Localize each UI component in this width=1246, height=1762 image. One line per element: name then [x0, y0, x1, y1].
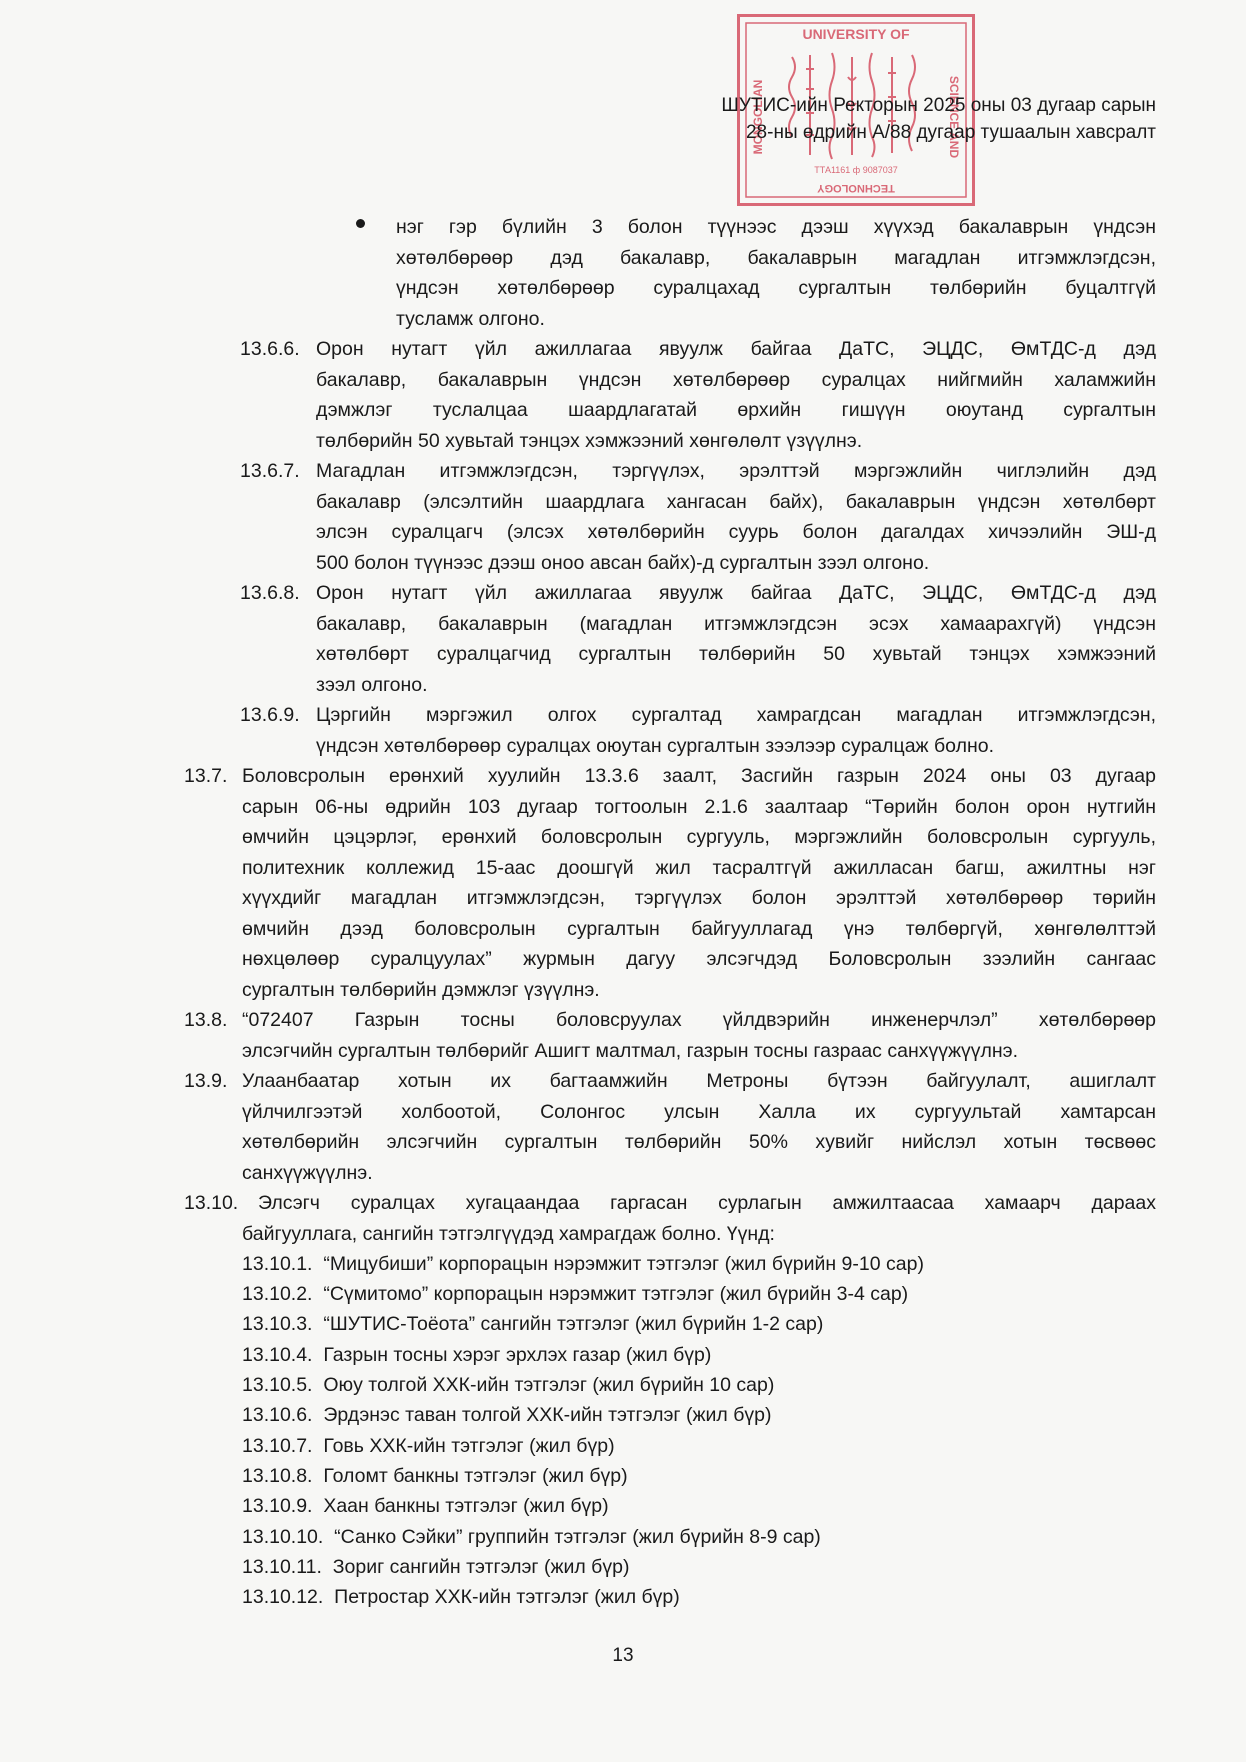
item-13-10: [184, 1188, 1156, 1249]
scholarship-number: 13.10.12.: [242, 1586, 324, 1608]
item-line: элсэгчийн сургалтын төлбөрийг Ашигт малтмал, газрын тосны газраас санхүүжүүлнэ.: [242, 1039, 1019, 1062]
scholarship-number: 13.10.7.: [242, 1435, 313, 1457]
scholarship-text: Зориг сангийн тэтгэлэг (жил бүр): [332, 1556, 630, 1578]
scholarship-text: “Мицубиши” корпорацын нэрэмжит тэтгэлэг (жил бүрийн 9-10 сар): [323, 1253, 924, 1275]
scholarship-item: [242, 1400, 771, 1431]
scholarship-text: Оюу толгой ХХК-ийн тэтгэлэг (жил бүрийн 10 сар): [323, 1374, 775, 1396]
item-line: бакалавр, бакалаврын үндсэн хөтөлбөрөөр суралцах нийгмийн халамжийн: [316, 368, 1156, 391]
item-line: Улаанбаатар хотын их багтаамжийн Метроны бүтээн байгуулалт, ашиглалт: [242, 1070, 1156, 1092]
scholarship-item: [242, 1309, 823, 1340]
header-line-1: ШУТИС-ийн Ректорын 2025 оны 03 дугаар сарын: [721, 95, 1156, 116]
item-number: 13.7.: [184, 765, 228, 787]
scholarship-text: Голомт банкны тэтгэлэг (жил бүр): [323, 1465, 628, 1487]
stamp-code: ТТА1161 ф 9087037: [814, 165, 898, 175]
item-line: бакалавр (элсэлтийн шаардлага хангасан байх), бакалаврын үндсэн хөтөлбөрт: [316, 490, 1156, 513]
item-line: дэмжлэг туслалцаа шаардлагатай өрхийн гишүүн оюутанд сургалтын: [316, 399, 1156, 421]
item-number: 13.6.7.: [240, 460, 300, 482]
item-line: Цэргийн мэргэжил олгох сургалтад хамрагдсан магадлан итгэмжлэгдсэн,: [316, 704, 1156, 726]
stamp-right-text: SCIENCE AND: [947, 75, 961, 159]
item-number: 13.6.6.: [240, 338, 300, 360]
scholarship-item: [242, 1431, 615, 1462]
item-line: өмчийн дээд боловсролын сургалтын байгууллагад үнэ төлбөргүй, хөнгөлөлттэй: [242, 917, 1156, 940]
item-number: 13.6.8.: [240, 582, 300, 604]
item-13-9: [184, 1066, 1156, 1188]
scholarship-text: Говь ХХК-ийн тэтгэлэг (жил бүр): [323, 1435, 615, 1457]
item-line: Орон нутагт үйл ажиллагаа явуулж байгаа ДаТС, ЭЦДС, ӨмТДС-д дэд: [316, 338, 1156, 360]
sub-item-13-6-6: [240, 334, 1156, 456]
item-line: хүүхдийг магадлан итгэмжлэгдсэн, тэргүүлэх болон эрэлттэй хөтөлбөрөөр төрийн: [242, 887, 1156, 909]
scholarship-number: 13.10.3.: [242, 1313, 313, 1335]
item-line: элсэн суралцагч (элсэх хөтөлбөрийн суурь болон дагалдах хичээлийн ЭШ-д: [316, 521, 1156, 543]
bullet-line: хөтөлбөрөөр дэд бакалавр, бакалаврын магадлан итгэмжлэгдсэн,: [396, 246, 1156, 269]
scholarship-number: 13.10.8.: [242, 1465, 313, 1487]
item-number: 13.9.: [184, 1070, 228, 1092]
item-line: төлбөрийн 50 хувьтай тэнцэх хэмжээний хөнгөлөлт үзүүлнэ.: [316, 429, 863, 452]
item-number: 13.8.: [184, 1009, 228, 1031]
scholarship-text: “Сүмитомо” корпорацын нэрэмжит тэтгэлэг (жил бүрийн 3-4 сар): [323, 1283, 909, 1305]
scholarship-item: [242, 1552, 629, 1583]
page-number: 13: [612, 1645, 634, 1666]
sub-item-13-6-9: [240, 700, 1156, 761]
item-line: өмчийн цэцэрлэг, ерөнхий боловсролын сургууль, мэргэжлийн боловсролын сургууль,: [242, 826, 1156, 848]
item-line: политехник коллежид 15-аас доошгүй жил тасралтгүй ажилласан багш, ажилтны нэг: [242, 856, 1156, 879]
item-13-8: [184, 1005, 1156, 1066]
scholarship-item: [242, 1461, 628, 1492]
item-number: 13.10.: [184, 1192, 239, 1214]
item-line: үндсэн хөтөлбөрөөр суралцах оюутан сургалтын зээлээр суралцаж болно.: [316, 734, 994, 757]
bullet-line: нэг гэр бүлийн 3 болон түүнээс дээш хүүхэд бакалаврын үндсэн: [396, 216, 1156, 238]
item-line: нөхцөлөөр суралцуулах” журмын дагуу элсэгчдэд Боловсролын зээлийн сангаас: [242, 948, 1156, 970]
item-line: Магадлан итгэмжлэгдсэн, тэргүүлэх, эрэлттэй мэргэжлийн чиглэлийн дэд: [316, 460, 1156, 482]
item-line: хөтөлбөрийн элсэгчийн сургалтын төлбөрийн 50% хувийг нийслэл хотын төсвөөс: [242, 1131, 1156, 1153]
item-line: Орон нутагт үйл ажиллагаа явуулж байгаа ДаТС, ЭЦДС, ӨмТДС-д дэд: [316, 582, 1156, 604]
stamp-top-text: UNIVERSITY OF: [802, 26, 910, 42]
header-line-2: 28-ны өдрийн А/88 дугаар тушаалын хавсралт: [745, 122, 1156, 143]
scholarship-number: 13.10.4.: [242, 1344, 313, 1366]
scholarship-number: 13.10.10.: [242, 1526, 324, 1548]
item-number: 13.6.9.: [240, 704, 300, 726]
stamp-bottom-text: TECHNOLOGY: [817, 182, 895, 194]
item-line: зээл олгоно.: [316, 673, 428, 696]
item-line: 500 болон түүнээс дээш оноо авсан байх)-д сургалтын зээл олгоно.: [316, 551, 930, 574]
scholarship-number: 13.10.2.: [242, 1283, 313, 1305]
scholarship-text: “Санко Сэйки” группийн тэтгэлэг (жил бүрийн 8-9 сар): [334, 1526, 821, 1548]
bullet-paragraph: [396, 212, 1156, 334]
item-line: Боловсролын ерөнхий хуулийн 13.3.6 заалт, Засгийн газрын 2024 оны 03 дугаар: [242, 765, 1156, 787]
sub-item-13-6-8: [240, 578, 1156, 700]
scholarship-item: [242, 1249, 924, 1280]
document-header: [556, 92, 1156, 146]
item-line: бакалавр, бакалаврын (магадлан итгэмжлэгдсэн эсэх хамаарахгүй) үндсэн: [316, 612, 1156, 635]
sub-item-13-6-7: [240, 456, 1156, 578]
scholarship-number: 13.10.11.: [242, 1556, 322, 1578]
scholarship-item: [242, 1491, 609, 1522]
item-line: сарын 06-ны өдрийн 103 дугаар тогтоолын 2.1.6 заалтаар “Төрийн болон орон нутгийн: [242, 795, 1156, 818]
scholarship-text: Газрын тосны хэрэг эрхлэх газар (жил бүр): [323, 1344, 712, 1366]
item-line: байгууллага, сангийн тэтгэлгүүдэд хамрагдаж болно. Үүнд:: [242, 1222, 775, 1245]
stamp-left-text: MONGOLIAN: [751, 79, 765, 155]
item-line: хөтөлбөрт суралцагчид сургалтын төлбөрийн 50 хувьтай тэнцэх хэмжээний: [316, 643, 1156, 665]
scholarship-text: Петростар ХХК-ийн тэтгэлэг (жил бүр): [334, 1586, 680, 1608]
item-line: санхүүжүүлнэ.: [242, 1161, 373, 1184]
item-line: үйлчилгээтэй холбоотой, Солонгос улсын Халла их сургуультай хамтарсан: [242, 1100, 1156, 1123]
item-13-7: [184, 761, 1156, 1005]
scholarship-text: Эрдэнэс таван толгой ХХК-ийн тэтгэлэг (жил бүр): [323, 1404, 772, 1426]
scholarship-text: Хаан банкны тэтгэлэг (жил бүр): [323, 1495, 609, 1517]
scholarship-number: 13.10.1.: [242, 1253, 313, 1275]
scholarship-item: [242, 1340, 711, 1371]
item-line: “072407 Газрын тосны боловсруулах үйлдвэрийн инженерчлэл” хөтөлбөрөөр: [242, 1009, 1156, 1031]
scholarship-number: 13.10.9.: [242, 1495, 313, 1517]
item-line: сургалтын төлбөрийн дэмжлэг үзүүлнэ.: [242, 978, 600, 1001]
scholarship-text: “ШУТИС-Тоёота” сангийн тэтгэлэг (жил бүрийн 1-2 сар): [323, 1313, 824, 1335]
scholarship-number: 13.10.6.: [242, 1404, 313, 1426]
scholarship-item: [242, 1522, 821, 1553]
bullet-icon: [356, 219, 365, 228]
bullet-line: тусламж олгоно.: [396, 307, 545, 330]
scholarship-item: [242, 1582, 680, 1613]
item-line: Элсэгч суралцах хугацаандаа гаргасан сурлагын амжилтаасаа хамаарч дараах: [258, 1192, 1156, 1214]
scholarship-item: [242, 1370, 774, 1401]
scholarship-item: [242, 1279, 908, 1310]
bullet-line: үндсэн хөтөлбөрөөр суралцахад сургалтын төлбөрийн буцалтгүй: [396, 277, 1156, 299]
scholarship-number: 13.10.5.: [242, 1374, 313, 1396]
